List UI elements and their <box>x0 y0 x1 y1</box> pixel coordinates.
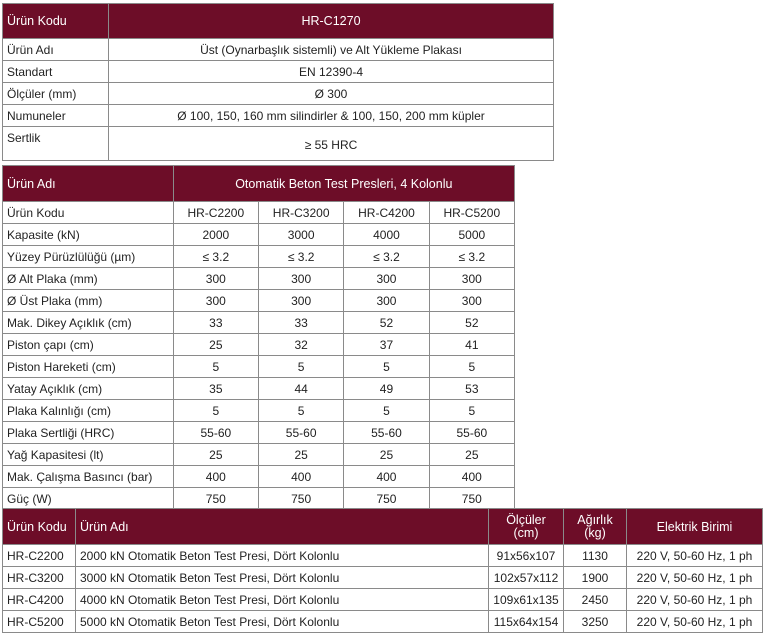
row-label: Piston Hareketi (cm) <box>3 356 174 378</box>
table-row <box>3 105 554 127</box>
table-row <box>3 83 554 105</box>
row-value: 5 <box>173 356 258 378</box>
row-value: 5 <box>429 356 514 378</box>
row-value: 750 <box>344 488 429 510</box>
row-label: Yağ Kapasitesi (lt) <box>3 444 174 466</box>
row-value: ≤ 3.2 <box>429 246 514 268</box>
row-label: Kapasite (kN) <box>3 224 174 246</box>
table-row <box>3 422 515 444</box>
cell-power: 220 V, 50-60 Hz, 1 ph <box>627 589 763 611</box>
row-value: 55-60 <box>258 422 343 444</box>
cell-size: 115x64x154 <box>489 611 564 633</box>
table-row <box>3 611 763 633</box>
product-list-table <box>2 508 763 633</box>
cell-size: 102x57x112 <box>489 567 564 589</box>
row-label: Piston çapı (cm) <box>3 334 174 356</box>
header-value: HR-C1270 <box>109 4 554 39</box>
row-value: 300 <box>173 290 258 312</box>
row-value: 52 <box>344 312 429 334</box>
cell-name: 3000 kN Otomatik Beton Test Presi, Dört Kolonlu <box>76 567 489 589</box>
row-value: 5 <box>258 400 343 422</box>
header-size-line1: Ölçüler <box>506 512 546 527</box>
table-header-row <box>3 509 763 545</box>
row-label: Plaka Kalınlığı (cm) <box>3 400 174 422</box>
row-value: 750 <box>173 488 258 510</box>
row-label: Ürün Kodu <box>3 202 174 224</box>
row-value: 55-60 <box>173 422 258 444</box>
header-size-line2: (cm) <box>513 525 539 540</box>
row-value: 5 <box>429 400 514 422</box>
row-value: 3000 <box>258 224 343 246</box>
product-code: HR-C2200 <box>173 202 258 224</box>
table-row <box>3 290 515 312</box>
accessory-spec-table <box>2 3 554 161</box>
row-value: Ø 100, 150, 160 mm silindirler & 100, 150, 200 mm küpler <box>109 105 554 127</box>
row-label: Ø Üst Plaka (mm) <box>3 290 174 312</box>
product-code: HR-C3200 <box>258 202 343 224</box>
row-label: Ø Alt Plaka (mm) <box>3 268 174 290</box>
row-label: Güç (W) <box>3 488 174 510</box>
cell-code: HR-C2200 <box>3 545 76 567</box>
row-value: 5 <box>344 400 429 422</box>
row-label: Yatay Açıklık (cm) <box>3 378 174 400</box>
header-code: Ürün Kodu <box>3 509 76 545</box>
row-value: 25 <box>344 444 429 466</box>
row-value: 25 <box>429 444 514 466</box>
product-codes-row <box>3 202 515 224</box>
row-value: 35 <box>173 378 258 400</box>
table-row <box>3 567 763 589</box>
header-name: Ürün Adı <box>76 509 489 545</box>
row-value: ≤ 3.2 <box>344 246 429 268</box>
row-value: Ø 300 <box>109 83 554 105</box>
row-value: 300 <box>258 268 343 290</box>
row-value: 53 <box>429 378 514 400</box>
row-label: Yüzey Pürüzlülüğü (µm) <box>3 246 174 268</box>
row-label: Mak. Çalışma Basıncı (bar) <box>3 466 174 488</box>
cell-name: 2000 kN Otomatik Beton Test Presi, Dört Kolonlu <box>76 545 489 567</box>
table-header-row <box>3 4 554 39</box>
row-value: 49 <box>344 378 429 400</box>
row-value: 5 <box>173 400 258 422</box>
cell-name: 4000 kN Otomatik Beton Test Presi, Dört Kolonlu <box>76 589 489 611</box>
table-row <box>3 268 515 290</box>
cell-power: 220 V, 50-60 Hz, 1 ph <box>627 567 763 589</box>
press-spec-table <box>2 165 515 510</box>
row-value: 300 <box>344 268 429 290</box>
row-value: 300 <box>429 268 514 290</box>
row-value: EN 12390-4 <box>109 61 554 83</box>
row-value: 55-60 <box>344 422 429 444</box>
row-value: 37 <box>344 334 429 356</box>
row-value: 52 <box>429 312 514 334</box>
table-header-row <box>3 166 515 202</box>
cell-size: 91x56x107 <box>489 545 564 567</box>
header-weight <box>564 509 627 545</box>
row-value: ≤ 3.2 <box>173 246 258 268</box>
cell-power: 220 V, 50-60 Hz, 1 ph <box>627 545 763 567</box>
table-row <box>3 466 515 488</box>
header-size <box>489 509 564 545</box>
row-value: ≤ 3.2 <box>258 246 343 268</box>
product-code: HR-C4200 <box>344 202 429 224</box>
row-label: Ürün Adı <box>3 39 109 61</box>
table-row <box>3 61 554 83</box>
header-weight-line1: Ağırlık <box>577 512 613 527</box>
row-value: 41 <box>429 334 514 356</box>
row-value: 300 <box>344 290 429 312</box>
header-power: Elektrik Birimi <box>627 509 763 545</box>
row-value: 400 <box>258 466 343 488</box>
table-row <box>3 400 515 422</box>
table-row <box>3 246 515 268</box>
row-value: 25 <box>173 334 258 356</box>
row-value: 400 <box>173 466 258 488</box>
header-label: Ürün Kodu <box>3 4 109 39</box>
table-row <box>3 589 763 611</box>
row-value: Üst (Oynarbaşlık sistemli) ve Alt Yükleme Plakası <box>109 39 554 61</box>
row-value: 25 <box>173 444 258 466</box>
row-value: 2000 <box>173 224 258 246</box>
row-value: 750 <box>429 488 514 510</box>
table-row <box>3 127 554 161</box>
table-row <box>3 356 515 378</box>
row-value: 25 <box>258 444 343 466</box>
cell-name: 5000 kN Otomatik Beton Test Presi, Dört Kolonlu <box>76 611 489 633</box>
cell-weight: 1130 <box>564 545 627 567</box>
cell-weight: 1900 <box>564 567 627 589</box>
product-code: HR-C5200 <box>429 202 514 224</box>
row-value: 33 <box>258 312 343 334</box>
row-value: 5 <box>344 356 429 378</box>
table-row <box>3 334 515 356</box>
row-value: 300 <box>258 290 343 312</box>
table-row <box>3 488 515 510</box>
row-value: 32 <box>258 334 343 356</box>
table-row <box>3 378 515 400</box>
row-label: Mak. Dikey Açıklık (cm) <box>3 312 174 334</box>
table-row <box>3 224 515 246</box>
cell-code: HR-C4200 <box>3 589 76 611</box>
row-value: 4000 <box>344 224 429 246</box>
table-row <box>3 39 554 61</box>
header-label: Ürün Adı <box>3 166 174 202</box>
cell-code: HR-C5200 <box>3 611 76 633</box>
table-row <box>3 444 515 466</box>
row-value: 750 <box>258 488 343 510</box>
cell-weight: 2450 <box>564 589 627 611</box>
row-value: 33 <box>173 312 258 334</box>
header-value: Otomatik Beton Test Presleri, 4 Kolonlu <box>173 166 514 202</box>
row-value: 5 <box>258 356 343 378</box>
cell-power: 220 V, 50-60 Hz, 1 ph <box>627 611 763 633</box>
row-value: ≥ 55 HRC <box>109 127 554 161</box>
row-label: Plaka Sertliği (HRC) <box>3 422 174 444</box>
row-value: 5000 <box>429 224 514 246</box>
row-value: 44 <box>258 378 343 400</box>
row-label: Numuneler <box>3 105 109 127</box>
row-label: Standart <box>3 61 109 83</box>
row-value: 55-60 <box>429 422 514 444</box>
row-value: 300 <box>429 290 514 312</box>
row-value: 400 <box>429 466 514 488</box>
row-label: Ölçüler (mm) <box>3 83 109 105</box>
cell-size: 109x61x135 <box>489 589 564 611</box>
table-row <box>3 312 515 334</box>
cell-weight: 3250 <box>564 611 627 633</box>
row-value: 400 <box>344 466 429 488</box>
header-weight-line2: (kg) <box>584 525 606 540</box>
row-label: Sertlik <box>3 127 109 161</box>
table-row <box>3 545 763 567</box>
cell-code: HR-C3200 <box>3 567 76 589</box>
row-value: 300 <box>173 268 258 290</box>
